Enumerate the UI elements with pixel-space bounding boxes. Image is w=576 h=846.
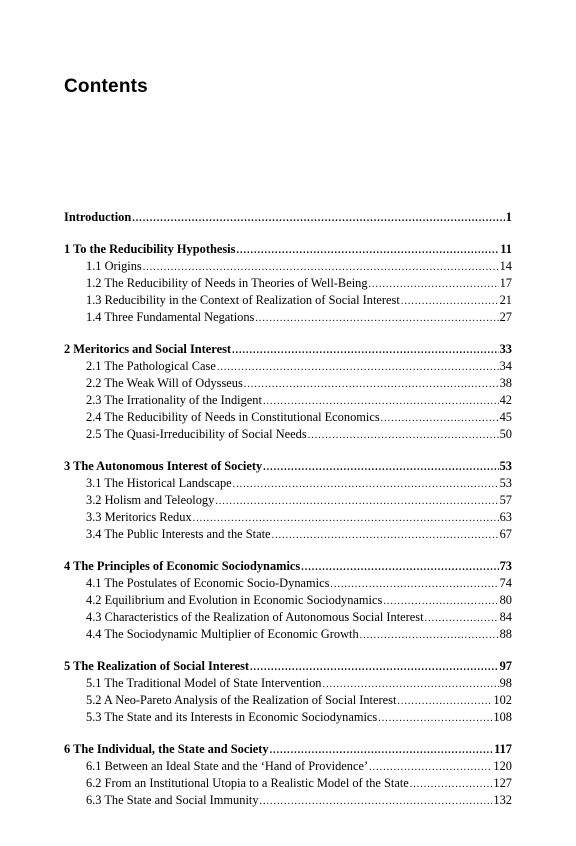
- toc-entry-title: 1.1 Origins: [86, 259, 142, 273]
- toc-section-entry[interactable]: [64, 592, 512, 609]
- table-of-contents: [64, 208, 512, 823]
- toc-entry-title: 5.1 The Traditional Model of State Intervention: [86, 676, 322, 690]
- toc-entry-page: 14: [499, 259, 512, 273]
- dot-leader: [132, 210, 505, 228]
- toc-entry-title: 6.2 From an Institutional Utopia to a Realistic Model of the State: [86, 776, 409, 790]
- toc-section-entry[interactable]: [64, 375, 512, 392]
- toc-entry-title: 5.3 The State and its Interests in Economic Sociodynamics: [86, 710, 378, 724]
- toc-entry-title: 2.3 The Irrationality of the Indigent: [86, 393, 262, 407]
- dot-leader: [369, 759, 492, 776]
- toc-entry-page: 53: [499, 476, 512, 490]
- toc-entry-title: 4 The Principles of Economic Sociodynamics: [64, 559, 301, 573]
- dot-leader: [323, 676, 499, 693]
- toc-section-entry[interactable]: [64, 709, 512, 726]
- toc-entry-title: 1 To the Reducibility Hypothesis: [64, 242, 236, 256]
- dot-leader: [383, 593, 498, 610]
- toc-section-entry[interactable]: [64, 475, 512, 492]
- toc-chapter: [64, 657, 512, 726]
- toc-entry-page: 73: [499, 559, 512, 573]
- toc-section-entry[interactable]: [64, 626, 512, 643]
- toc-entry-title: 4.1 The Postulates of Economic Socio-Dynamics: [86, 576, 330, 590]
- dot-leader: [244, 376, 499, 393]
- toc-chapter: [64, 557, 512, 643]
- dot-leader: [263, 393, 499, 410]
- toc-entry-title: 1.2 The Reducibility of Needs in Theories of Well-Being: [86, 276, 368, 290]
- dot-leader: [272, 527, 499, 544]
- dot-leader: [260, 793, 493, 810]
- toc-entry-title: 4.2 Equilibrium and Evolution in Economic Sociodynamics: [86, 593, 383, 607]
- toc-chapter-entry[interactable]: [64, 240, 512, 258]
- toc-section-entry[interactable]: [64, 275, 512, 292]
- toc-chapters: [64, 240, 512, 809]
- dot-leader: [301, 559, 498, 577]
- toc-entry-title: 6.1 Between an Ideal State and the ‘Hand of Providence’: [86, 759, 369, 773]
- toc-entry-title: 3.1 The Historical Landscape: [86, 476, 232, 490]
- toc-entry[interactable]: [64, 208, 512, 226]
- toc-section-entry[interactable]: [64, 409, 512, 426]
- toc-entry-title: 4.3 Characteristics of the Realization of Autonomous Social Interest: [86, 610, 424, 624]
- dot-leader: [236, 242, 499, 260]
- toc-entry-title: 5.2 A Neo-Pareto Analysis of the Realization of Social Interest: [86, 693, 397, 707]
- dot-leader: [381, 410, 499, 427]
- toc-chapter-entry[interactable]: [64, 557, 512, 575]
- toc-entry-page: 74: [499, 576, 512, 590]
- toc-section-entry[interactable]: [64, 292, 512, 309]
- toc-section-entry[interactable]: [64, 758, 512, 775]
- toc-entry-title: 4.4 The Sociodynamic Multiplier of Economic Growth: [86, 627, 359, 641]
- toc-entry-page: 1: [505, 210, 512, 224]
- toc-entry-page: 33: [499, 342, 512, 356]
- toc-entry-page: 21: [499, 293, 512, 307]
- toc-entry-page: 80: [499, 593, 512, 607]
- toc-entry-page: 98: [499, 676, 512, 690]
- toc-section-entry[interactable]: [64, 258, 512, 275]
- toc-section-entry[interactable]: [64, 358, 512, 375]
- dot-leader: [255, 310, 498, 327]
- toc-entry-title: 2 Meritorics and Social Interest: [64, 342, 232, 356]
- toc-chapter-entry[interactable]: [64, 457, 512, 475]
- toc-chapter: [64, 740, 512, 809]
- toc-entry-page: 84: [499, 610, 512, 624]
- toc-entry-page: 17: [499, 276, 512, 290]
- dot-leader: [232, 342, 499, 360]
- dot-leader: [369, 276, 499, 293]
- toc-entry-page: 120: [493, 759, 512, 773]
- toc-chapter-entry[interactable]: [64, 657, 512, 675]
- toc-chapter: [64, 340, 512, 443]
- toc-entry-page: 102: [493, 693, 512, 707]
- dot-leader: [308, 427, 499, 444]
- toc-section-entry[interactable]: [64, 392, 512, 409]
- dot-leader: [401, 293, 499, 310]
- dot-leader: [410, 776, 493, 793]
- dot-leader: [215, 493, 498, 510]
- dot-leader: [263, 459, 498, 477]
- toc-section-entry[interactable]: [64, 492, 512, 509]
- toc-entry-page: 132: [493, 793, 512, 807]
- dot-leader: [330, 576, 498, 593]
- toc-section-entry[interactable]: [64, 792, 512, 809]
- toc-section-entry[interactable]: [64, 692, 512, 709]
- toc-entry-page: 27: [499, 310, 512, 324]
- toc-chapter-entry[interactable]: [64, 340, 512, 358]
- toc-entry-page: 38: [499, 376, 512, 390]
- toc-entry-title: 3.4 The Public Interests and the State: [86, 527, 271, 541]
- toc-section-entry[interactable]: [64, 675, 512, 692]
- toc-section-entry[interactable]: [64, 609, 512, 626]
- page-title: Contents: [64, 76, 148, 97]
- dot-leader: [233, 476, 499, 493]
- toc-entry-title: 3 The Autonomous Interest of Society: [64, 459, 263, 473]
- toc-entry-title: 3.3 Meritorics Redux: [86, 510, 192, 524]
- toc-entry-title: 1.4 Three Fundamental Negations: [86, 310, 255, 324]
- toc-entry-title: 6 The Individual, the State and Society: [64, 742, 269, 756]
- toc-entry-title: 2.2 The Weak Will of Odysseus: [86, 376, 243, 390]
- dot-leader: [360, 627, 499, 644]
- toc-entry-title: 2.1 The Pathological Case: [86, 359, 216, 373]
- toc-entry-page: 67: [499, 527, 512, 541]
- toc-section-entry[interactable]: [64, 775, 512, 792]
- toc-section-entry[interactable]: [64, 509, 512, 526]
- toc-section-entry[interactable]: [64, 526, 512, 543]
- toc-introduction: [64, 208, 512, 226]
- toc-section-entry[interactable]: [64, 309, 512, 326]
- toc-entry-page: 117: [494, 742, 512, 756]
- toc-entry-title: 6.3 The State and Social Immunity: [86, 793, 259, 807]
- dot-leader: [378, 710, 492, 727]
- toc-entry-page: 88: [499, 627, 512, 641]
- toc-entry-page: 42: [499, 393, 512, 407]
- toc-entry-title: 5 The Realization of Social Interest: [64, 659, 250, 673]
- dot-leader: [425, 610, 499, 627]
- toc-entry-page: 57: [499, 493, 512, 507]
- toc-entry-page: 63: [499, 510, 512, 524]
- dot-leader: [143, 259, 499, 276]
- toc-entry-page: 45: [499, 410, 512, 424]
- toc-entry-title: 2.5 The Quasi-Irreducibility of Social Needs: [86, 427, 307, 441]
- toc-entry-page: 50: [499, 427, 512, 441]
- toc-entry-page: 11: [500, 242, 512, 256]
- toc-chapter: [64, 457, 512, 543]
- toc-entry-title: 1.3 Reducibility in the Context of Realization of Social Interest: [86, 293, 400, 307]
- dot-leader: [217, 359, 499, 376]
- toc-chapter-entry[interactable]: [64, 740, 512, 758]
- toc-entry-page: 34: [499, 359, 512, 373]
- toc-entry-page: 108: [493, 710, 512, 724]
- toc-section-entry[interactable]: [64, 426, 512, 443]
- toc-entry-title: Introduction: [64, 210, 132, 224]
- toc-section-entry[interactable]: [64, 575, 512, 592]
- toc-entry-page: 53: [499, 459, 512, 473]
- toc-entry-title: 2.4 The Reducibility of Needs in Constitutional Economics: [86, 410, 380, 424]
- toc-entry-title: 3.2 Holism and Teleology: [86, 493, 215, 507]
- dot-leader: [397, 693, 492, 710]
- dot-leader: [193, 510, 499, 527]
- toc-entry-page: 97: [499, 659, 512, 673]
- toc-chapter: [64, 240, 512, 326]
- toc-entry-page: 127: [493, 776, 512, 790]
